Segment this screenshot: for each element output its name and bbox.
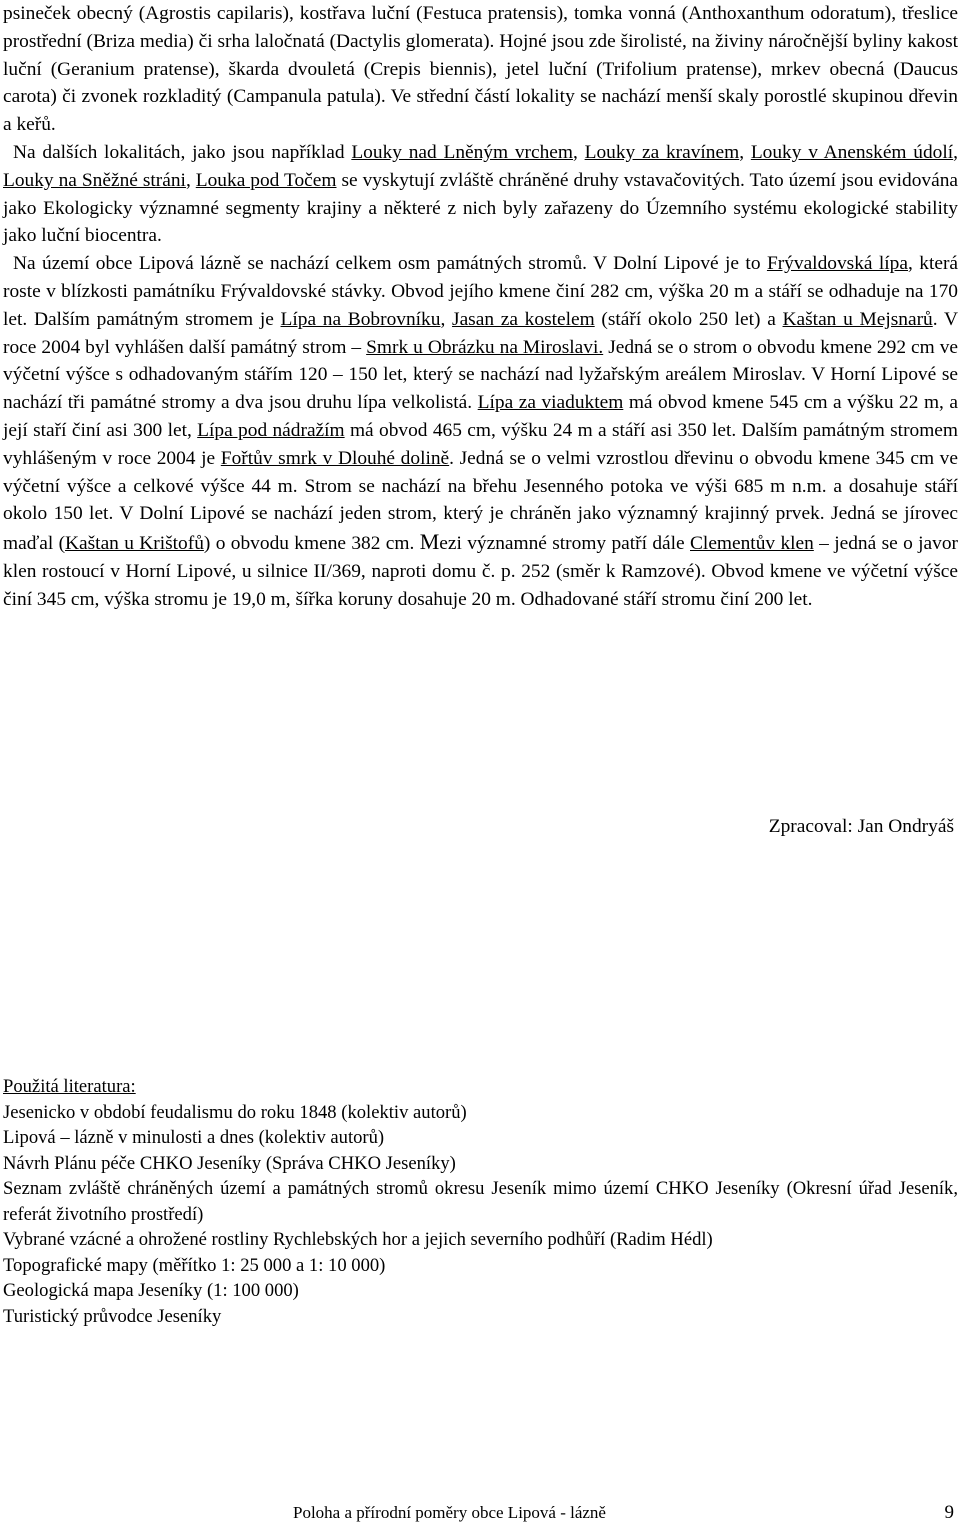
text-run: má obvod 465 cm, výšku 24 m a stáří asi 350 let. Dalším památným stromem vyhlášeným v roce 2004 je bbox=[3, 419, 958, 469]
literature-item: Jesenicko v období feudalismu do roku 1848 (kolektiv autorů) bbox=[3, 1101, 467, 1123]
literature-item: Návrh Plánu péče CHKO Jeseníky (Správa CHKO Jeseníky) bbox=[3, 1152, 456, 1174]
underlined-name: Kaštan u Mejsnarů bbox=[782, 308, 933, 330]
literature-item: Geologická mapa Jeseníky (1: 100 000) bbox=[3, 1280, 299, 1301]
author-credit: Zpracoval: Jan Ondryáš bbox=[768, 816, 954, 837]
body-text bbox=[3, 0, 958, 614]
text-run: Na dalších lokalitách, jako jsou například bbox=[13, 141, 352, 163]
literature-section bbox=[3, 1074, 958, 1329]
literature-title: Použitá literatura: bbox=[3, 1076, 136, 1097]
text-run: , bbox=[573, 141, 585, 163]
text-run: , bbox=[440, 308, 453, 330]
paragraph-other-localities bbox=[3, 139, 958, 250]
text-run: ezi významné stromy patří dále bbox=[439, 533, 690, 555]
text-run: , která roste v blízkosti památníku Frývaldovské stávky. Obvod jejího kmene činí 282 cm, výška 20 m a stáří se odhaduje na 170 let. Dalším památným stromem je bbox=[3, 253, 959, 330]
page-number: 9 bbox=[944, 1502, 954, 1523]
text-run: , bbox=[185, 169, 196, 191]
underlined-name: Kaštan u Krištofů bbox=[65, 533, 204, 555]
underlined-name: Clementův klen bbox=[690, 533, 814, 555]
underlined-name: Louky na Sněžné stráni bbox=[3, 169, 186, 191]
paragraph-meadow-plants bbox=[3, 0, 958, 139]
text-run: (stáří okolo 250 let) a bbox=[594, 308, 783, 330]
text-run: má obvod kmene 545 cm a výšku 22 m, a její staří činí asi 300 let, bbox=[3, 392, 958, 441]
literature-item: Lipová – lázně v minulosti a dnes (kolektiv autorů) bbox=[3, 1127, 385, 1148]
underlined-name: Louky nad Lněným vrchem bbox=[351, 141, 573, 163]
underlined-name: Louky za kravínem bbox=[584, 141, 740, 163]
underlined-name: Fořtův smrk v Dlouhé dolině bbox=[220, 447, 450, 469]
underlined-name: Louky v Anenském údolí bbox=[750, 141, 954, 163]
underlined-name: Lípa na Bobrovníku bbox=[280, 308, 441, 330]
document-page bbox=[3, 0, 958, 614]
text-run: , bbox=[739, 141, 751, 163]
underlined-name: Lípa pod nádražím bbox=[197, 419, 345, 441]
literature-item: Topografické mapy (měřítko 1: 25 000 a 1: 10 000) bbox=[3, 1254, 386, 1276]
literature-item: Seznam zvláště chráněných území a památných stromů okresu Jeseník mimo území CHKO Jeseníky (Okresní úřad Jeseník, referát životního prostředí) bbox=[3, 1178, 958, 1225]
text-run: ) o obvodu kmene 382 cm. bbox=[203, 533, 420, 555]
text-run: Jedná se o strom o obvodu kmene 292 cm ve výčetní výšce s odhadovaným stářím 120 – 150 let, který se nachází nad lyžařským areálem Miroslav. V Horní Lipové se nachází tři památné stromy a dva jsou druhu lípa velkolistá. bbox=[3, 336, 959, 414]
underlined-name: Jasan za kostelem bbox=[452, 308, 595, 330]
text-run: Na území obce Lipová lázně se nachází celkem osm památných stromů. V Dolní Lipové je to bbox=[13, 253, 767, 275]
paragraph-memorial-trees bbox=[3, 250, 958, 613]
underlined-name: Louka pod Točem bbox=[195, 169, 337, 191]
underlined-name: Frývaldovská lípa bbox=[766, 253, 908, 275]
literature-item: Vybrané vzácné a ohrožené rostliny Rychlebských hor a jejich severního podhůří (Radim Hédl) bbox=[3, 1229, 713, 1250]
large-initial: M bbox=[419, 529, 440, 555]
text-run: , bbox=[953, 141, 958, 163]
text-run: psineček obecný (Agrostis capilaris), kostřava luční (Festuca pratensis), tomka vonná (Anthoxanthum odoratum), třeslice prostřední (Briza media) či srha laločnatá (Dactylis glomerata). Hojné jsou zde širolisté, na živiny náročnější byliny kakost luční (Geranium pratense), škarda dvouletá (Crepis biennis), jetel luční (Trifolium pratense), mrkev obecná (Daucus carota) či zvonek rozkladitý (Campanula patula). Ve střední částí lokality se nachází menší skaly porostlé skupinou dřevin a keřů. bbox=[3, 3, 958, 136]
text-run: . Jedná se o velmi vzrostlou dřevinu o obvodu kmene 345 cm ve výčetní výšce a celkové výšce 44 m. Strom se nachází na břehu Jesenného potoka ve výši 685 m n.m. a dosahuje stáří okolo 150 let. V Dolní Lipové se nachází jeden strom, který je chráněn jako významný krajinný prvek. Jedná se jírovec maďal ( bbox=[3, 447, 958, 555]
underlined-name: Smrk u Obrázku na Miroslavi. bbox=[366, 336, 604, 358]
underlined-name: Lípa za viaduktem bbox=[477, 392, 624, 414]
text-run: – jedná se o javor klen rostoucí v Horní Lipové, u silnice II/369, naproti domu č. p. 252 (směr k Ramzové). Obvod kmene ve výčetní výšce činí 345 cm, výška stromu je 19,0 m, šířka koruny dosahuje 20 m. Odhadované stáří stromu činí 200 let. bbox=[3, 533, 958, 610]
text-run: se vyskytují zvláště chráněné druhy vstavačovitých. Tato území jsou evidována jako Ekologicky významné segmenty krajiny a některé z nich byly zařazeny do Územního systému ekologické stability jako luční biocentra. bbox=[3, 169, 958, 247]
literature-item: Turistický průvodce Jeseníky bbox=[3, 1305, 222, 1327]
text-run: . V roce 2004 byl vyhlášen další památný strom – bbox=[3, 308, 958, 358]
footer-title: Poloha a přírodní poměry obce Lipová - lázně bbox=[293, 1503, 606, 1522]
